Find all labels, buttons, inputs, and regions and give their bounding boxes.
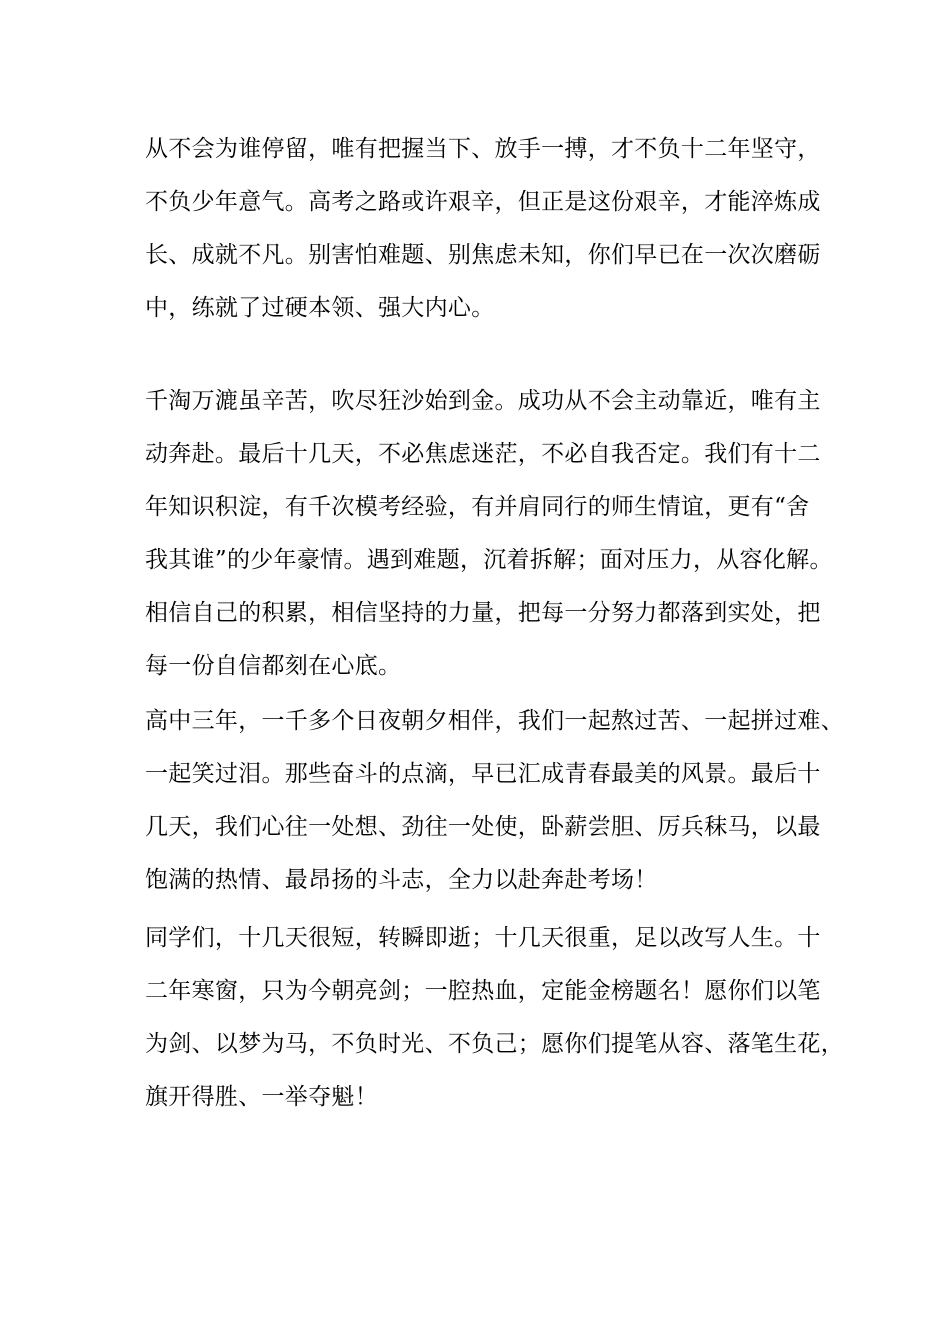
paragraph-line: 一起笑过泪。那些奋斗的点滴，早已汇成青春最美的风景。最后十 xyxy=(145,761,821,787)
paragraph-2 xyxy=(145,375,833,693)
paragraph-line: 我其谁”的少年豪情。遇到难题，沉着拆解；面对压力，从容化解。 xyxy=(145,547,833,573)
paragraph-line: 不负少年意气。高考之路或许艰辛，但正是这份艰辛，才能淬炼成 xyxy=(145,189,821,215)
paragraph-1 xyxy=(145,123,825,335)
paragraph-line: 为剑、以梦为马，不负时光、不负己；愿你们提笔从容、落笔生花， xyxy=(145,1031,844,1057)
paragraph-line: 几天，我们心往一处想、劲往一处使，卧薪尝胆、厉兵秣马，以最 xyxy=(145,814,821,840)
paragraph-line: 同学们，十几天很短，转瞬即逝；十几天很重，足以改写人生。十 xyxy=(145,925,821,951)
paragraph-line: 高中三年，一千多个日夜朝夕相伴，我们一起熬过苦、一起拼过难、 xyxy=(145,708,844,734)
paragraph-line: 相信自己的积累，相信坚持的力量，把每一分努力都落到实处，把 xyxy=(145,600,821,626)
paragraph-line: 长、成就不凡。别害怕难题、别焦虑未知，你们早已在一次次磨砺 xyxy=(145,242,821,268)
paragraph-line: 旗开得胜、一举夺魁！ xyxy=(145,1084,378,1110)
paragraph-line: 中，练就了过硬本领、强大内心。 xyxy=(145,295,495,321)
paragraph-4 xyxy=(145,912,844,1124)
paragraph-line: 千淘万漉虽辛苦，吹尽狂沙始到金。成功从不会主动靠近，唯有主 xyxy=(145,388,821,414)
paragraph-line: 饱满的热情、最昂扬的斗志，全力以赴奔赴考场！ xyxy=(145,867,658,893)
paragraph-3 xyxy=(145,695,844,907)
paragraph-line: 动奔赴。最后十几天，不必焦虑迷茫，不必自我否定。我们有十二 xyxy=(145,441,821,467)
paragraph-line: 从不会为谁停留，唯有把握当下、放手一搏，才不负十二年坚守， xyxy=(145,136,821,162)
paragraph-line: 每一份自信都刻在心底。 xyxy=(145,653,402,679)
paragraph-line: 年知识积淀，有千次模考经验，有并肩同行的师生情谊，更有“舍 xyxy=(145,494,810,520)
paragraph-line: 二年寒窗，只为今朝亮剑；一腔热血，定能金榜题名！愿你们以笔 xyxy=(145,978,821,1004)
